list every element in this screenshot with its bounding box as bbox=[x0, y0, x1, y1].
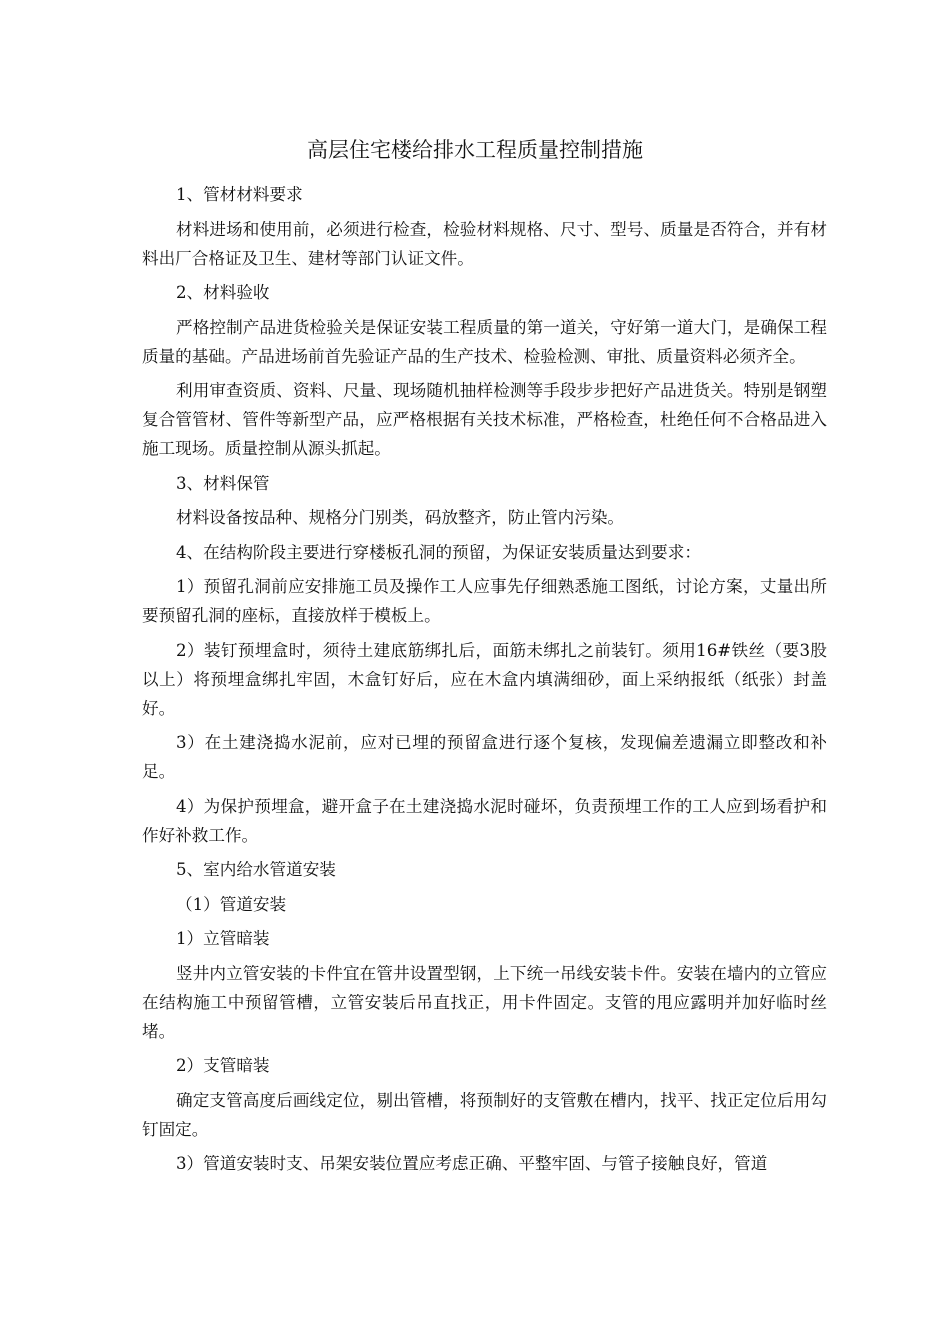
section-heading-material-storage: 3、材料保管 bbox=[176, 473, 270, 493]
paragraph: 材料设备按品种、规格分门别类，码放整齐，防止管内污染。 bbox=[176, 508, 625, 527]
sub-heading-pipe-installation: （1）管道安装 bbox=[176, 894, 287, 914]
section-heading-indoor-water-supply: 5、室内给水管道安装 bbox=[176, 860, 336, 879]
section-heading-material-acceptance: 2、材料验收 bbox=[176, 283, 270, 302]
sub-heading-riser-concealed: 1）立管暗装 bbox=[176, 929, 270, 948]
paragraph: 利用审查资质、资料、尺量、现场随机抽样检测等手段步步把好产品进货关。特别是钢塑复合管管材、管件等新型产品，应严格根据有关技术标准，严格检查，杜绝任何不合格品进入施工现场。质量控制从源头抓起。 bbox=[142, 381, 827, 458]
document-body bbox=[142, 180, 827, 1184]
list-item: 3）管道安装时支、吊架安装位置应考虑正确、平整牢固、与管子接触良好，管道 bbox=[176, 1154, 768, 1173]
list-item: 2）装钉预埋盒时，须待土建底筋绑扎后，面筋未绑扎之前装钉。须用16#铁丝（要3股以上）将预埋盒绑扎牢固，木盒钉好后，应在木盒内填满细砂，面上采纳报纸（纸张）封盖好。 bbox=[142, 640, 827, 718]
section-heading-structure-stage: 4、在结构阶段主要进行穿楼板孔洞的预留，为保证安装质量达到要求： bbox=[176, 542, 701, 562]
paragraph: 竖井内立管安装的卡件宜在管井设置型钢，上下统一吊线安装卡件。安装在墙内的立管应在结构施工中预留管槽，立管安装后吊直找正，用卡件固定。支管的甩应露明并加好临时丝堵。 bbox=[142, 963, 827, 1041]
list-item: 1）预留孔洞前应安排施工员及操作工人应事先仔细熟悉施工图纸，讨论方案，丈量出所要预留孔洞的座标，直接放样于模板上。 bbox=[142, 577, 827, 625]
list-item: 4）为保护预埋盒，避开盒子在土建浇捣水泥时碰坏，负责预埋工作的工人应到场看护和作好补救工作。 bbox=[142, 796, 827, 845]
paragraph: 严格控制产品进货检验关是保证安装工程质量的第一道关，守好第一道大门，是确保工程质量的基础。产品进场前首先验证产品的生产技术、检验检测、审批、质量资料必须齐全。 bbox=[142, 317, 827, 366]
section-heading-materials-requirements: 1、管材材料要求 bbox=[176, 185, 303, 204]
sub-heading-branch-concealed: 2）支管暗装 bbox=[176, 1056, 270, 1075]
paragraph: 确定支管高度后画线定位，剔出管槽，将预制好的支管敷在槽内，找平、找正定位后用勾钉固定。 bbox=[142, 1090, 827, 1139]
paragraph: 材料进场和使用前，必须进行检查，检验材料规格、尺寸、型号、质量是否符合，并有材料出厂合格证及卫生、建材等部门认证文件。 bbox=[142, 219, 827, 268]
list-item: 3）在土建浇捣水泥前，应对已埋的预留盒进行逐个复核，发现偏差遗漏立即整改和补足。 bbox=[142, 733, 827, 781]
document-title: 高层住宅楼给排水工程质量控制措施 bbox=[307, 138, 643, 162]
